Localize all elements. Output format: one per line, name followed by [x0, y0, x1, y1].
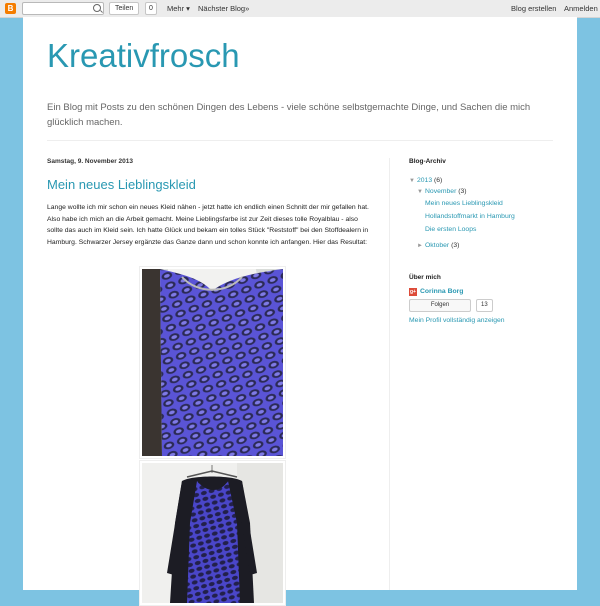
follower-count: 13 [476, 299, 493, 312]
profile-name[interactable]: Corinna Borg [420, 288, 464, 295]
search-icon[interactable] [93, 4, 101, 12]
header-separator [47, 140, 553, 141]
post-body: Lange wollte ich mir schon ein neues Kleid nähen - jetzt hatte ich endlich einen Schnitt der mir gefallen hat. Also habe ich mich an die Arbeit gemacht. Meine Lieblingsfarbe ist zur Zeit dieses tolle Royalblau - also sollte das auch im Kleid sein. Ich hatte Glück und bekam ein tolles Stück "Reststoff" bei den Stoffdealern in Hamburg. Schwarzer Jersey ergänzte das Ganze dann und schon konnte ich anfangen. Hier das Resultat: [47, 204, 369, 246]
search-input[interactable] [22, 2, 104, 15]
share-count: 0 [145, 2, 157, 15]
archive-title: Blog-Archiv [409, 158, 446, 165]
collapsed-arrow-icon[interactable]: ► [417, 243, 423, 249]
full-profile-link[interactable]: Mein Profil vollständig anzeigen [409, 317, 505, 324]
archive-month-november[interactable]: ▼ November (3) [417, 188, 467, 195]
archive-post-link[interactable]: Mein neues Lieblingskleid [425, 200, 503, 207]
blog-title[interactable]: Kreativfrosch [47, 37, 240, 74]
column-divider [389, 158, 390, 590]
archive-year-2013[interactable]: ▼ 2013 (6) [409, 177, 443, 184]
follow-button[interactable]: Folgen [409, 299, 471, 312]
blogger-navbar [0, 0, 600, 18]
blog-description: Ein Blog mit Posts zu den schönen Dingen des Lebens - viele schöne selbstgemachte Dinge, und Sachen die mich glücklich machen. [47, 102, 531, 128]
about-title: Über mich [409, 274, 441, 281]
share-button[interactable]: Teilen [109, 2, 139, 15]
blogger-logo-icon[interactable]: B [5, 3, 16, 14]
post-date: Samstag, 9. November 2013 [47, 158, 133, 165]
next-blog-link[interactable]: Nächster Blog» [198, 4, 250, 13]
expanded-arrow-icon[interactable]: ▼ [417, 189, 423, 195]
more-menu[interactable]: Mehr ▾ [167, 4, 190, 13]
google-plus-icon: g+ [410, 289, 416, 295]
create-blog-link[interactable]: Blog erstellen [511, 4, 557, 13]
content-area [23, 17, 577, 590]
archive-post-link[interactable]: Die ersten Loops [425, 226, 477, 233]
dress-full-photo[interactable] [139, 460, 286, 606]
archive-month-oktober[interactable]: ► Oktober (3) [417, 242, 460, 249]
archive-post-link[interactable]: Hollandstoffmarkt in Hamburg [425, 213, 515, 220]
login-link[interactable]: Anmelden [564, 4, 598, 13]
dress-fabric-image [142, 269, 283, 456]
dress-hanger-image [142, 463, 283, 603]
expanded-arrow-icon[interactable]: ▼ [409, 178, 415, 184]
post-title[interactable]: Mein neues Lieblingskleid [47, 177, 196, 192]
dress-closeup-photo[interactable] [139, 266, 286, 459]
